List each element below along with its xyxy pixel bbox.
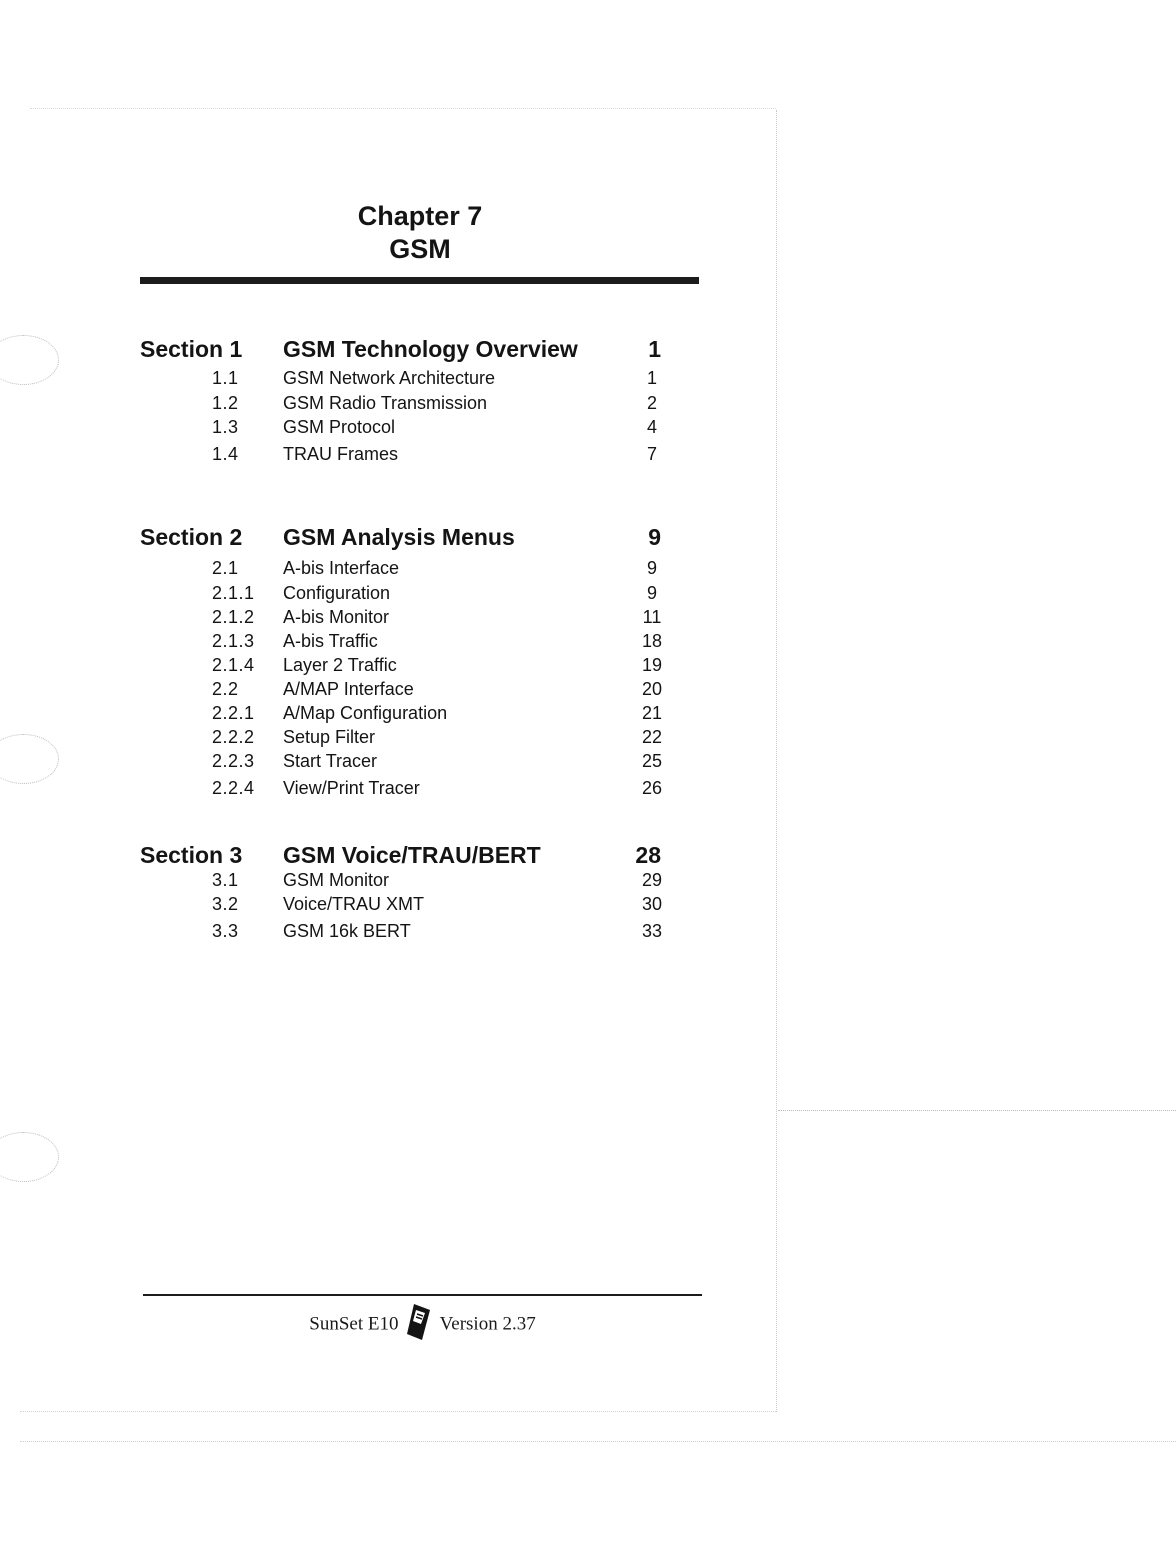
chapter-title: GSM <box>389 234 451 264</box>
item-number: 2.2 <box>212 679 239 699</box>
item-title: A-bis Monitor <box>283 607 390 627</box>
section-label: Section 1 <box>140 336 243 362</box>
item-page: 26 <box>641 778 663 798</box>
footer <box>143 1302 702 1348</box>
item-title: A/MAP Interface <box>283 679 414 699</box>
item-number: 3.3 <box>212 921 239 941</box>
scan-edge-top <box>30 108 776 109</box>
item-number: 1.4 <box>212 444 239 464</box>
item-page: 7 <box>646 444 657 464</box>
chapter-number: Chapter 7 <box>357 201 483 231</box>
item-page: 2 <box>646 393 657 413</box>
toc-item-row <box>0 366 776 394</box>
section-label: Section 2 <box>140 524 243 550</box>
footer-rule <box>143 1294 702 1296</box>
item-page: 21 <box>641 703 663 723</box>
toc-item-row <box>0 892 776 920</box>
section-title: GSM Analysis Menus <box>283 524 515 550</box>
item-title: Setup Filter <box>283 727 376 747</box>
item-page: 25 <box>641 751 663 771</box>
toc-section-row <box>0 524 776 552</box>
section-page: 9 <box>648 524 661 550</box>
item-page: 9 <box>646 583 657 603</box>
item-page: 22 <box>641 727 663 747</box>
sunset-logo-icon <box>405 1302 431 1348</box>
toc-item-row <box>0 415 776 443</box>
toc-item-row <box>0 919 776 947</box>
item-page: 4 <box>646 417 657 437</box>
item-number: 2.2.1 <box>212 703 255 723</box>
scan-mid-line <box>778 1110 1176 1111</box>
toc-item-row <box>0 776 776 804</box>
item-title: GSM 16k BERT <box>283 921 411 941</box>
item-title: GSM Monitor <box>283 870 390 890</box>
scan-bottom-line <box>20 1441 1176 1442</box>
item-number: 2.2.4 <box>212 778 255 798</box>
heading-rule <box>140 277 699 284</box>
item-page: 1 <box>646 368 657 388</box>
section-page: 28 <box>635 842 661 868</box>
section-label: Section 3 <box>140 842 243 868</box>
item-page: 29 <box>641 870 663 890</box>
footer-product: SunSet E10 <box>309 1313 399 1335</box>
section-page: 1 <box>648 336 661 362</box>
toc-item-row <box>0 749 776 777</box>
scan-bottom-line <box>20 1411 776 1412</box>
item-number: 1.3 <box>212 417 239 437</box>
item-number: 2.1.4 <box>212 655 255 675</box>
item-page: 18 <box>641 631 663 651</box>
toc-item-row <box>0 442 776 470</box>
chapter-heading <box>140 200 700 266</box>
item-title: GSM Radio Transmission <box>283 393 488 413</box>
punch-hole <box>0 1132 59 1182</box>
item-title: TRAU Frames <box>283 444 399 464</box>
item-title: GSM Protocol <box>283 417 396 437</box>
item-number: 2.1.3 <box>212 631 255 651</box>
scan-edge-right <box>776 110 777 1412</box>
toc-section-row <box>0 336 776 364</box>
item-title: Voice/TRAU XMT <box>283 894 425 914</box>
item-title: A-bis Traffic <box>283 631 378 651</box>
item-number: 2.1.2 <box>212 607 255 627</box>
footer-version: Version 2.37 <box>439 1313 536 1335</box>
item-page: 33 <box>641 921 663 941</box>
item-page: 30 <box>641 894 663 914</box>
item-page: 9 <box>646 558 657 578</box>
item-title: GSM Network Architecture <box>283 368 496 388</box>
item-number: 2.2.2 <box>212 727 255 747</box>
item-number: 2.1 <box>212 558 239 578</box>
section-title: GSM Technology Overview <box>283 336 578 362</box>
item-number: 3.2 <box>212 894 239 914</box>
item-page: 20 <box>641 679 663 699</box>
item-number: 2.2.3 <box>212 751 255 771</box>
item-page: 19 <box>641 655 663 675</box>
item-title: A-bis Interface <box>283 558 400 578</box>
toc-item-row <box>0 556 776 584</box>
item-number: 3.1 <box>212 870 239 890</box>
item-number: 1.2 <box>212 393 239 413</box>
item-number: 2.1.1 <box>212 583 255 603</box>
item-number: 1.1 <box>212 368 239 388</box>
item-title: Start Tracer <box>283 751 378 771</box>
item-title: Configuration <box>283 583 391 603</box>
item-title: Layer 2 Traffic <box>283 655 397 675</box>
item-page: 11 <box>642 607 662 627</box>
item-title: A/Map Configuration <box>283 703 448 723</box>
toc-section-row <box>0 842 776 870</box>
section-title: GSM Voice/TRAU/BERT <box>283 842 541 868</box>
item-title: View/Print Tracer <box>283 778 420 798</box>
